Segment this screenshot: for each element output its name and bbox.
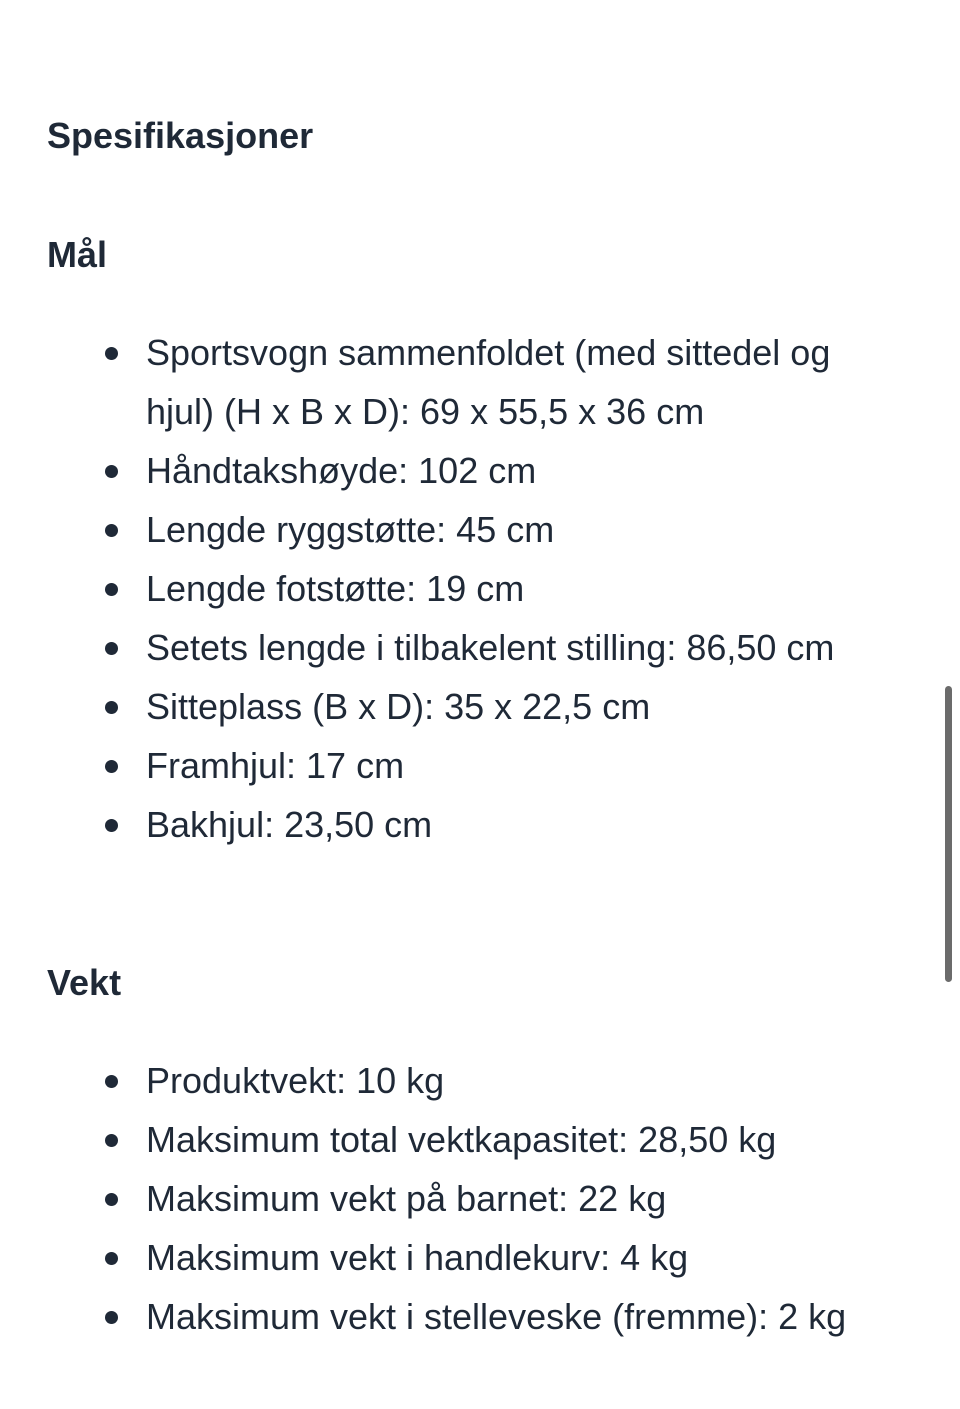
list-item: Håndtakshøyde: 102 cm bbox=[47, 441, 867, 500]
list-item: Setets lengde i tilbakelent stilling: 86,50 cm bbox=[47, 618, 867, 677]
section-heading-vekt: Vekt bbox=[47, 962, 122, 1003]
list-item: Lengde ryggstøtte: 45 cm bbox=[47, 500, 867, 559]
list-item: Maksimum total vektkapasitet: 28,50 kg bbox=[47, 1110, 867, 1169]
list-item: Framhjul: 17 cm bbox=[47, 736, 867, 795]
page-title: Spesifikasjoner bbox=[47, 115, 314, 156]
list-item: Lengde fotstøtte: 19 cm bbox=[47, 559, 867, 618]
list-item: Produktvekt: 10 kg bbox=[47, 1051, 867, 1110]
scrollbar-thumb[interactable] bbox=[945, 686, 952, 982]
list-item: Sitteplass (B x D): 35 x 22,5 cm bbox=[47, 677, 867, 736]
list-item: Bakhjul: 23,50 cm bbox=[47, 795, 867, 854]
list-item: Sportsvogn sammenfoldet (med sittedel og hjul) (H x B x D): 69 x 55,5 x 36 cm bbox=[47, 323, 867, 441]
list-item: Maksimum vekt i stelleveske (fremme): 2 kg bbox=[47, 1287, 867, 1346]
spec-list-vekt bbox=[47, 1051, 867, 1346]
section-heading-maal: Mål bbox=[47, 234, 108, 275]
list-item: Maksimum vekt på barnet: 22 kg bbox=[47, 1169, 867, 1228]
spec-list-maal bbox=[47, 323, 867, 854]
list-item: Maksimum vekt i handlekurv: 4 kg bbox=[47, 1228, 867, 1287]
